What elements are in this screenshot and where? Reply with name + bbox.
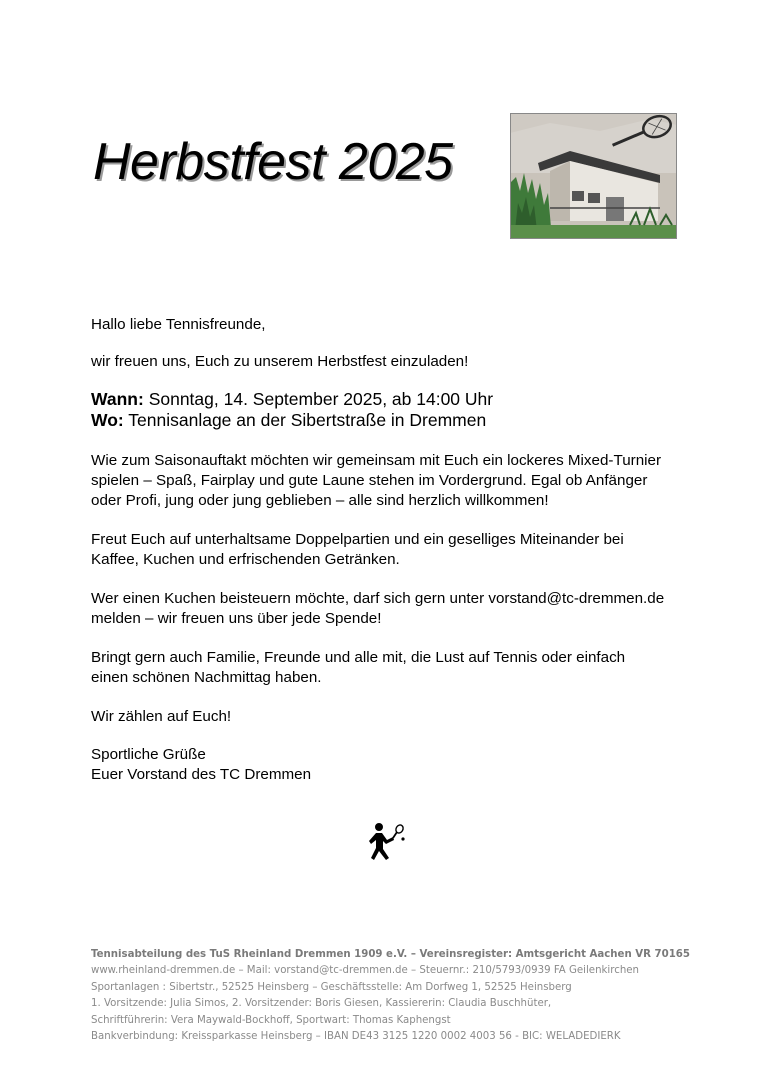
footer: [91, 947, 731, 1045]
paragraph-tournament: [91, 451, 691, 511]
paragraph-line: melden – wir freuen uns über jede Spende!: [91, 610, 382, 627]
paragraph-line: Bringt gern auch Familie, Freunde und alle mit, die Lust auf Tennis oder einfach: [91, 649, 626, 666]
paragraph-line: Wie zum Saisonauftakt möchten wir gemeinsam mit Euch ein lockeres Mixed-Turnier: [91, 452, 662, 469]
signoff: [91, 745, 691, 785]
event-where: [91, 410, 691, 431]
paragraph-family: [91, 648, 691, 688]
letter-body: [91, 315, 691, 785]
tennis-player-icon: [362, 822, 406, 862]
paragraph-line: Wer einen Kuchen beisteuern möchte, darf sich gern unter vorstand@tc-dremmen.de: [91, 590, 665, 607]
footer-line: Bankverbindung: Kreissparkasse Heinsberg – IBAN DE43 3125 1220 0002 4003 56 - BIC: WELADEDIERK: [91, 1031, 621, 1043]
signoff-line-2: Euer Vorstand des TC Dremmen: [91, 766, 312, 783]
paragraph-line: oder Profi, jung oder jung geblieben – alle sind herzlich willkommen!: [91, 492, 549, 509]
where-value: Tennisanlage an der Sibertstraße in Dremmen: [128, 410, 487, 430]
tennis-clubhouse-image: [510, 113, 677, 239]
page-title: Herbstfest 2025: [93, 133, 453, 191]
where-label: Wo:: [91, 410, 124, 430]
footer-line: www.rheinland-dremmen.de – Mail: vorstand@tc-dremmen.de – Steuernr.: 210/5793/0939 FA Geilenkirchen: [91, 965, 639, 977]
paragraph-line: einen schönen Nachmittag haben.: [91, 669, 322, 686]
footer-line: 1. Vorsitzende: Julia Simos, 2. Vorsitzender: Boris Giesen, Kassiererin: Claudia Buschhüter,: [91, 998, 552, 1010]
event-when: [91, 389, 691, 410]
paragraph-line: spielen – Spaß, Fairplay und gute Laune stehen im Vordergrund. Egal ob Anfänger: [91, 472, 648, 489]
footer-line: Schriftführerin: Vera Maywald-Bockhoff, Sportwart: Thomas Kaphengst: [91, 1014, 451, 1026]
paragraph-line: Freut Euch auf unterhaltsame Doppelpartien und ein geselliges Miteinander bei: [91, 531, 624, 548]
paragraph-doubles: [91, 530, 691, 570]
greeting: Hallo liebe Tennisfreunde,: [91, 316, 266, 333]
closing-text: Wir zählen auf Euch!: [91, 708, 232, 725]
footer-line: Sportanlagen : Sibertstr., 52525 Heinsberg – Geschäftsstelle: Am Dorfweg 1, 52525 Heinsberg: [91, 981, 572, 993]
intro-text: wir freuen uns, Euch zu unserem Herbstfest einzuladen!: [91, 353, 469, 370]
when-label: Wann:: [91, 389, 144, 409]
when-value: Sonntag, 14. September 2025, ab 14:00 Uhr: [148, 389, 494, 409]
event-details: [91, 389, 691, 431]
footer-line: Tennisabteilung des TuS Rheinland Dremmen 1909 e.V. – Vereinsregister: Amtsgericht Aachen VR 70165: [91, 949, 690, 960]
signoff-line-1: Sportliche Grüße: [91, 746, 206, 763]
paragraph-cake: [91, 589, 691, 629]
paragraph-line: Kaffee, Kuchen und erfrischenden Getränken.: [91, 551, 400, 568]
